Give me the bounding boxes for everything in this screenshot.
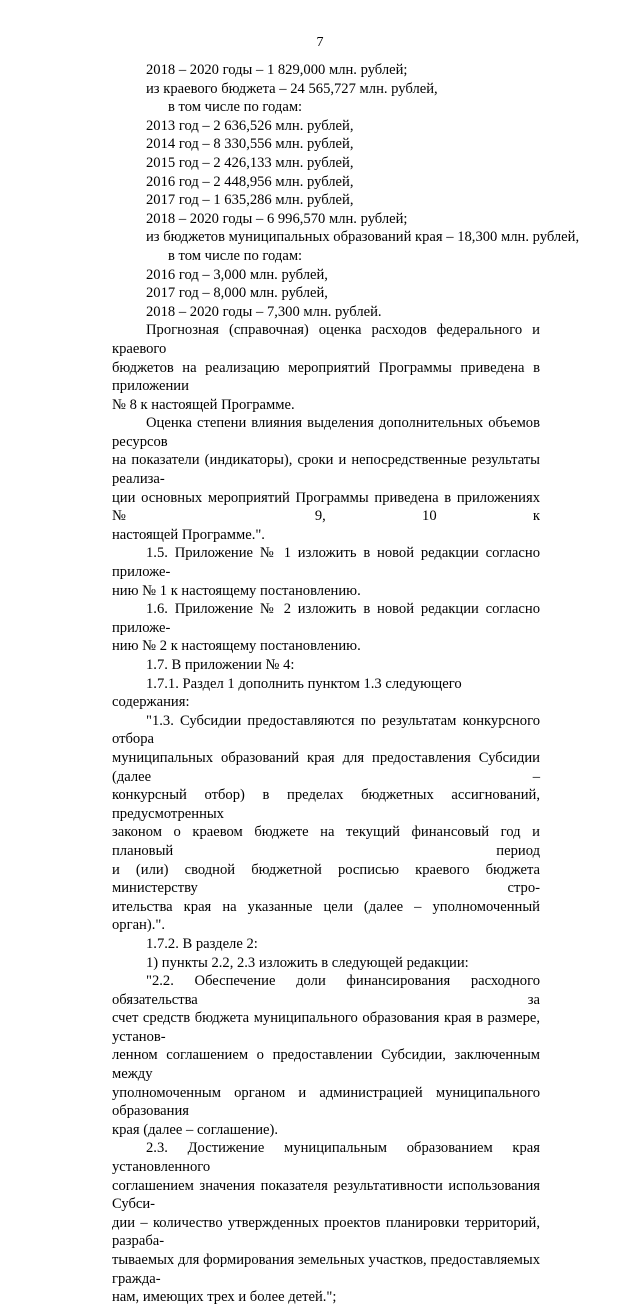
paragraph-line: нам, имеющих трех и более детей.";: [112, 1289, 337, 1306]
text-line: из бюджетов муниципальных образований края – 18,300 млн. рублей,: [146, 229, 580, 246]
paragraph-line: законом о краевом бюджете на текущий финансовый год и плановый период: [112, 824, 540, 859]
paragraph-line: ленном соглашением о предоставлении Субсидии, заключенным между: [112, 1047, 540, 1083]
paragraph-line: дии – количество утвержденных проектов планировки территорий, разраба-: [112, 1214, 540, 1250]
text-line: из краевого бюджета – 24 565,727 млн. рублей,: [146, 80, 438, 97]
paragraph-line: муниципальных образований края для предоставления Субсидии (далее –: [112, 749, 540, 785]
paragraph-line: ции основных мероприятий Программы приведена в приложениях № 9, 10 к: [112, 489, 540, 525]
text-line: 2014 год – 8 330,556 млн. рублей,: [146, 136, 354, 153]
paragraph-line: на показатели (индикаторы), сроки и непосредственные результаты реализа-: [112, 452, 540, 488]
paragraph-line: счет средств бюджета муниципального образования края в размере, установ-: [112, 1010, 540, 1045]
paragraph-line: нию № 1 к настоящему постановлению.: [112, 582, 361, 599]
text-line: 2018 – 2020 годы – 6 996,570 млн. рублей;: [146, 210, 408, 227]
paragraph-line: края (далее – соглашение).: [112, 1121, 279, 1138]
page-number: 7: [316, 35, 324, 50]
text-line: 2016 год – 2 448,956 млн. рублей,: [146, 173, 354, 190]
text-line: 2018 – 2020 годы – 7,300 млн. рублей.: [146, 303, 382, 320]
paragraph-line: "1.3. Субсидии предоставляются по результатам конкурсного отбора: [112, 712, 540, 748]
paragraph-line: Оценка степени влияния выделения дополнительных объемов ресурсов: [112, 415, 540, 450]
paragraph-line: Прогнозная (справочная) оценка расходов федерального и краевого: [112, 322, 540, 357]
text-line: 2016 год – 3,000 млн. рублей,: [146, 266, 328, 283]
paragraph-line: уполномоченным органом и администрацией муниципального образования: [112, 1084, 540, 1120]
paragraph-line: нию № 2 к настоящему постановлению.: [112, 638, 361, 655]
text-line: 2017 год – 8,000 млн. рублей,: [146, 285, 328, 302]
paragraph-line: 1.5. Приложение № 1 изложить в новой редакции согласно приложе-: [112, 545, 540, 581]
paragraph-line: 1.7.1. Раздел 1 дополнить пунктом 1.3 следующего содержания:: [112, 675, 462, 711]
text-line: 2013 год – 2 636,526 млн. рублей,: [146, 117, 354, 134]
paragraph-line: конкурсный отбор) в пределах бюджетных ассигнований, предусмотренных: [112, 787, 540, 822]
text-line: в том числе по годам:: [168, 99, 303, 116]
text-line: 2018 – 2020 годы – 1 829,000 млн. рублей;: [146, 62, 408, 78]
text-line: 2017 год – 1 635,286 млн. рублей,: [146, 192, 354, 209]
paragraph-line: "2.2. Обеспечение доли финансирования расходного обязательства за: [112, 973, 540, 1008]
paragraph-line: 1.7. В приложении № 4:: [146, 657, 295, 673]
paragraph-line: 2.3. Достижение муниципальным образованием края установленного: [112, 1140, 540, 1176]
text-line: 2015 год – 2 426,133 млн. рублей,: [146, 154, 354, 171]
document-body: [112, 61, 580, 1307]
paragraph-line: 1.6. Приложение № 2 изложить в новой редакции согласно приложе-: [112, 601, 540, 636]
text-line: в том числе по годам:: [168, 247, 303, 264]
paragraph-line: и (или) сводной бюджетной росписью краевого бюджета министерству стро-: [112, 861, 540, 897]
paragraph-line: тываемых для формирования земельных участков, предоставляемых гражда-: [112, 1252, 540, 1287]
paragraph-line: ительства края на указанные цели (далее – уполномоченный орган).".: [112, 898, 540, 934]
paragraph-line: соглашением значения показателя результативности использования Субси-: [112, 1177, 540, 1213]
paragraph-line: настоящей Программе.".: [112, 526, 265, 543]
paragraph-line: 1.7.2. В разделе 2:: [146, 935, 258, 952]
paragraph-line: № 8 к настоящей Программе.: [112, 396, 295, 413]
paragraph-line: 1) пункты 2.2, 2.3 изложить в следующей редакции:: [146, 954, 469, 971]
paragraph-line: бюджетов на реализацию мероприятий Программы приведена в приложении: [112, 359, 540, 395]
